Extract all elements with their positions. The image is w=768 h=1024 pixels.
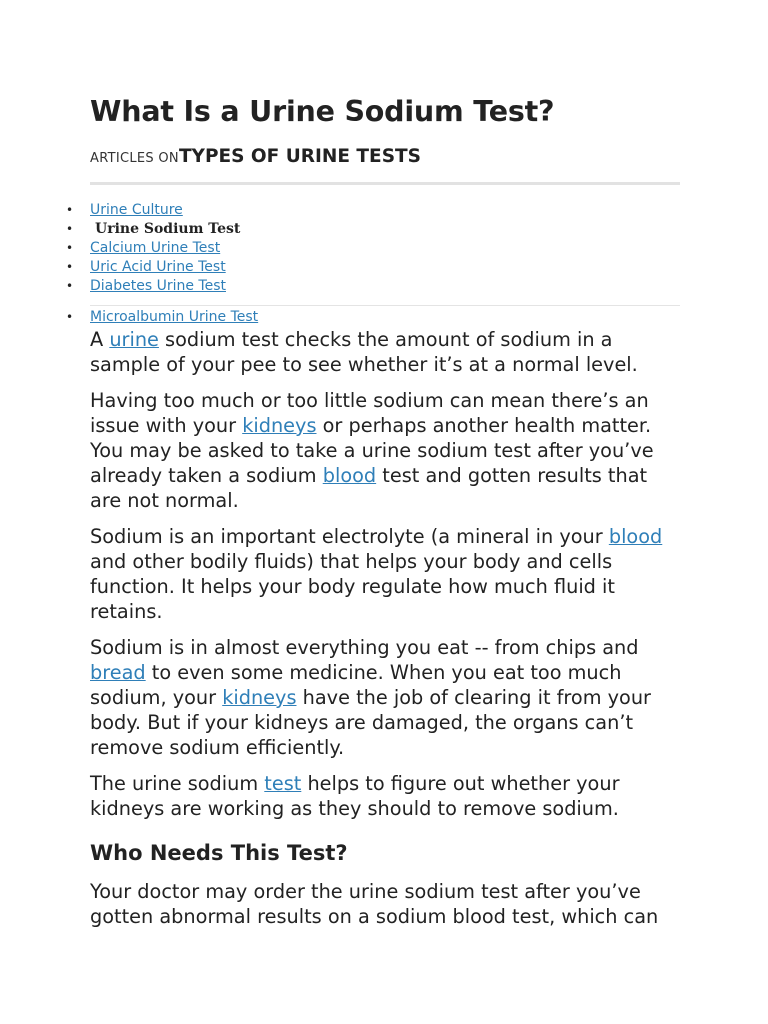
link-kidneys[interactable]: kidneys xyxy=(242,414,317,437)
link-kidneys[interactable]: kidneys xyxy=(222,686,297,709)
text: or perhaps another health matter. You may be asked to take a urine sodium test after you’ve already taken a sodium xyxy=(90,414,654,487)
divider xyxy=(90,182,680,185)
articles-on-label: ARTICLES ON xyxy=(90,151,179,166)
toc-link-urine-culture[interactable]: Urine Culture xyxy=(90,202,183,218)
paragraph xyxy=(90,771,680,821)
text: Sodium is an important electrolyte (a mineral in your xyxy=(90,525,609,548)
paragraph xyxy=(90,524,680,624)
link-blood[interactable]: blood xyxy=(322,464,377,487)
section-heading: Who Needs This Test? xyxy=(90,841,348,865)
text: and other bodily fluids) that helps your body and cells function. It helps your body regulate how much fluid it retains. xyxy=(90,550,615,623)
text: The urine sodium xyxy=(90,772,265,795)
bullet-icon: • xyxy=(66,310,74,324)
list-item xyxy=(66,258,680,277)
link-urine[interactable]: urine xyxy=(109,328,159,351)
toc-link-microalbumin-urine-test[interactable]: Microalbumin Urine Test xyxy=(90,309,259,325)
link-blood[interactable]: blood xyxy=(608,525,663,548)
bullet-icon: • xyxy=(66,222,74,236)
text: A xyxy=(90,328,110,351)
list-item xyxy=(66,201,680,220)
toc-link-uric-acid-urine-test[interactable]: Uric Acid Urine Test xyxy=(90,259,226,275)
text: to even some medicine. When you eat too much sodium, your xyxy=(90,661,622,709)
bullet-icon: • xyxy=(66,241,74,255)
related-articles-list-more xyxy=(66,308,680,327)
list-item xyxy=(66,239,680,258)
text: sodium test checks the amount of sodium in a sample of your pee to see whether it’s at a normal level. xyxy=(90,328,638,376)
list-item xyxy=(66,308,680,327)
bullet-icon: • xyxy=(66,279,74,293)
list-item xyxy=(66,220,680,239)
divider xyxy=(90,305,680,306)
toc-current-urine-sodium-test: Urine Sodium Test xyxy=(95,221,241,237)
article-body xyxy=(90,327,680,929)
link-bread[interactable]: bread xyxy=(90,661,146,684)
paragraph xyxy=(90,388,680,513)
toc-link-calcium-urine-test[interactable]: Calcium Urine Test xyxy=(90,240,221,256)
related-articles-list xyxy=(66,201,680,296)
article xyxy=(66,92,680,940)
text: test and gotten results that are not normal. xyxy=(90,464,648,512)
bullet-icon: • xyxy=(66,203,74,217)
text: helps to figure out whether your kidneys are working as they should to remove sodium. xyxy=(90,772,620,820)
paragraph xyxy=(90,327,680,377)
text: Having too much or too little sodium can mean there’s an issue with your xyxy=(90,389,649,437)
page-title: What Is a Urine Sodium Test? xyxy=(90,95,555,128)
articles-on-header xyxy=(90,146,680,178)
articles-topic: TYPES OF URINE TESTS xyxy=(178,146,421,167)
paragraph: Your doctor may order the urine sodium test after you’ve gotten abnormal results on a sodium blood test, which can xyxy=(90,880,659,928)
paragraph xyxy=(90,635,680,760)
text: Sodium is in almost everything you eat -- from chips and xyxy=(90,636,639,659)
text: have the job of clearing it from your body. But if your kidneys are damaged, the organs can’t remove sodium efficiently. xyxy=(90,686,651,759)
list-item xyxy=(66,277,680,296)
link-test[interactable]: test xyxy=(264,772,302,795)
bullet-icon: • xyxy=(66,260,74,274)
toc-link-diabetes-urine-test[interactable]: Diabetes Urine Test xyxy=(90,278,226,294)
